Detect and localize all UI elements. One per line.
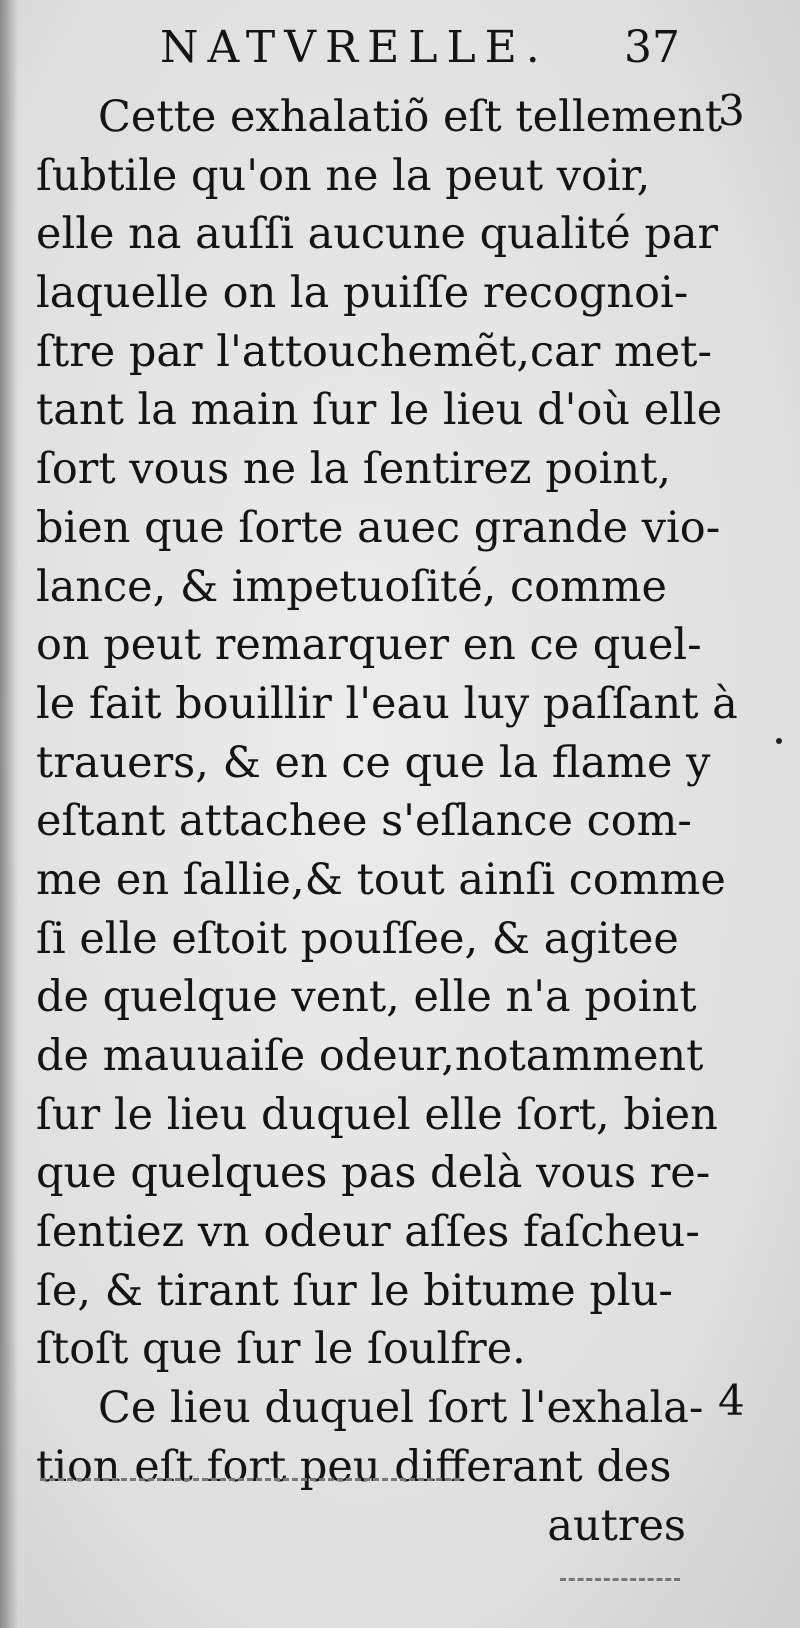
text-line: ſur le lieu duquel elle ſort, bien (36, 1089, 718, 1140)
text-line: ſtoſt que ſur le ſoulfre. (36, 1324, 526, 1375)
text-line: laquelle on la puiſſe recognoi- (36, 268, 689, 319)
ink-speck (776, 738, 782, 744)
text-line: de quelque vent, elle n'a point (36, 972, 697, 1023)
binding-shadow (0, 0, 18, 1628)
marginal-number: 4 (718, 1376, 745, 1425)
underline-marks (560, 1578, 680, 1585)
text-line: ſtre par l'attouchemẽt,car met- (36, 326, 712, 377)
text-line: ſubtile qu'on ne la peut voir, (36, 150, 651, 201)
text-line: ſe, & tirant ſur le bitume plu- (36, 1265, 673, 1316)
text-line: le fait bouillir l'eau luy paſſant à (36, 678, 738, 729)
text-line: elle na auſſi aucune qualité par (36, 209, 719, 260)
text-line: lance, & impetuoſité, comme (36, 561, 667, 612)
text-line: on peut remarquer en ce quel- (36, 620, 702, 671)
catchword: autres (547, 1500, 686, 1551)
text-line: que quelques pas delà vous re- (36, 1148, 711, 1199)
text-line: ſort vous ne la ſentirez point, (36, 444, 672, 495)
running-title: NATVRELLE. (160, 22, 549, 73)
page-number: 37 (624, 22, 680, 73)
text-line: me en ſallie,& tout ainſi comme (36, 854, 726, 905)
text-line: Ce lieu duquel ſort l'exhala- (98, 1383, 704, 1434)
underline-marks (40, 1478, 460, 1485)
text-line: ſi elle eſtoit pouſſee, & agitee (36, 913, 679, 964)
text-line: bien que ſorte auec grande vio- (36, 502, 721, 553)
text-line: tion eſt fort peu differant des (36, 1441, 672, 1492)
text-line: Cette exhalatiõ eſt tellement (98, 92, 723, 142)
text-line: ſentiez vn odeur aſſes faſcheu- (36, 1207, 700, 1258)
text-line: trauers, & en ce que la flame y (36, 737, 711, 788)
text-line: tant la main ſur le lieu d'où elle (36, 385, 723, 436)
page-header (160, 22, 680, 82)
marginal-number: 3 (718, 86, 745, 135)
text-line: eſtant attachee s'eſlance com- (36, 796, 692, 847)
text-line: de mauuaiſe odeur,notamment (36, 1031, 704, 1081)
body-text (36, 88, 738, 1555)
